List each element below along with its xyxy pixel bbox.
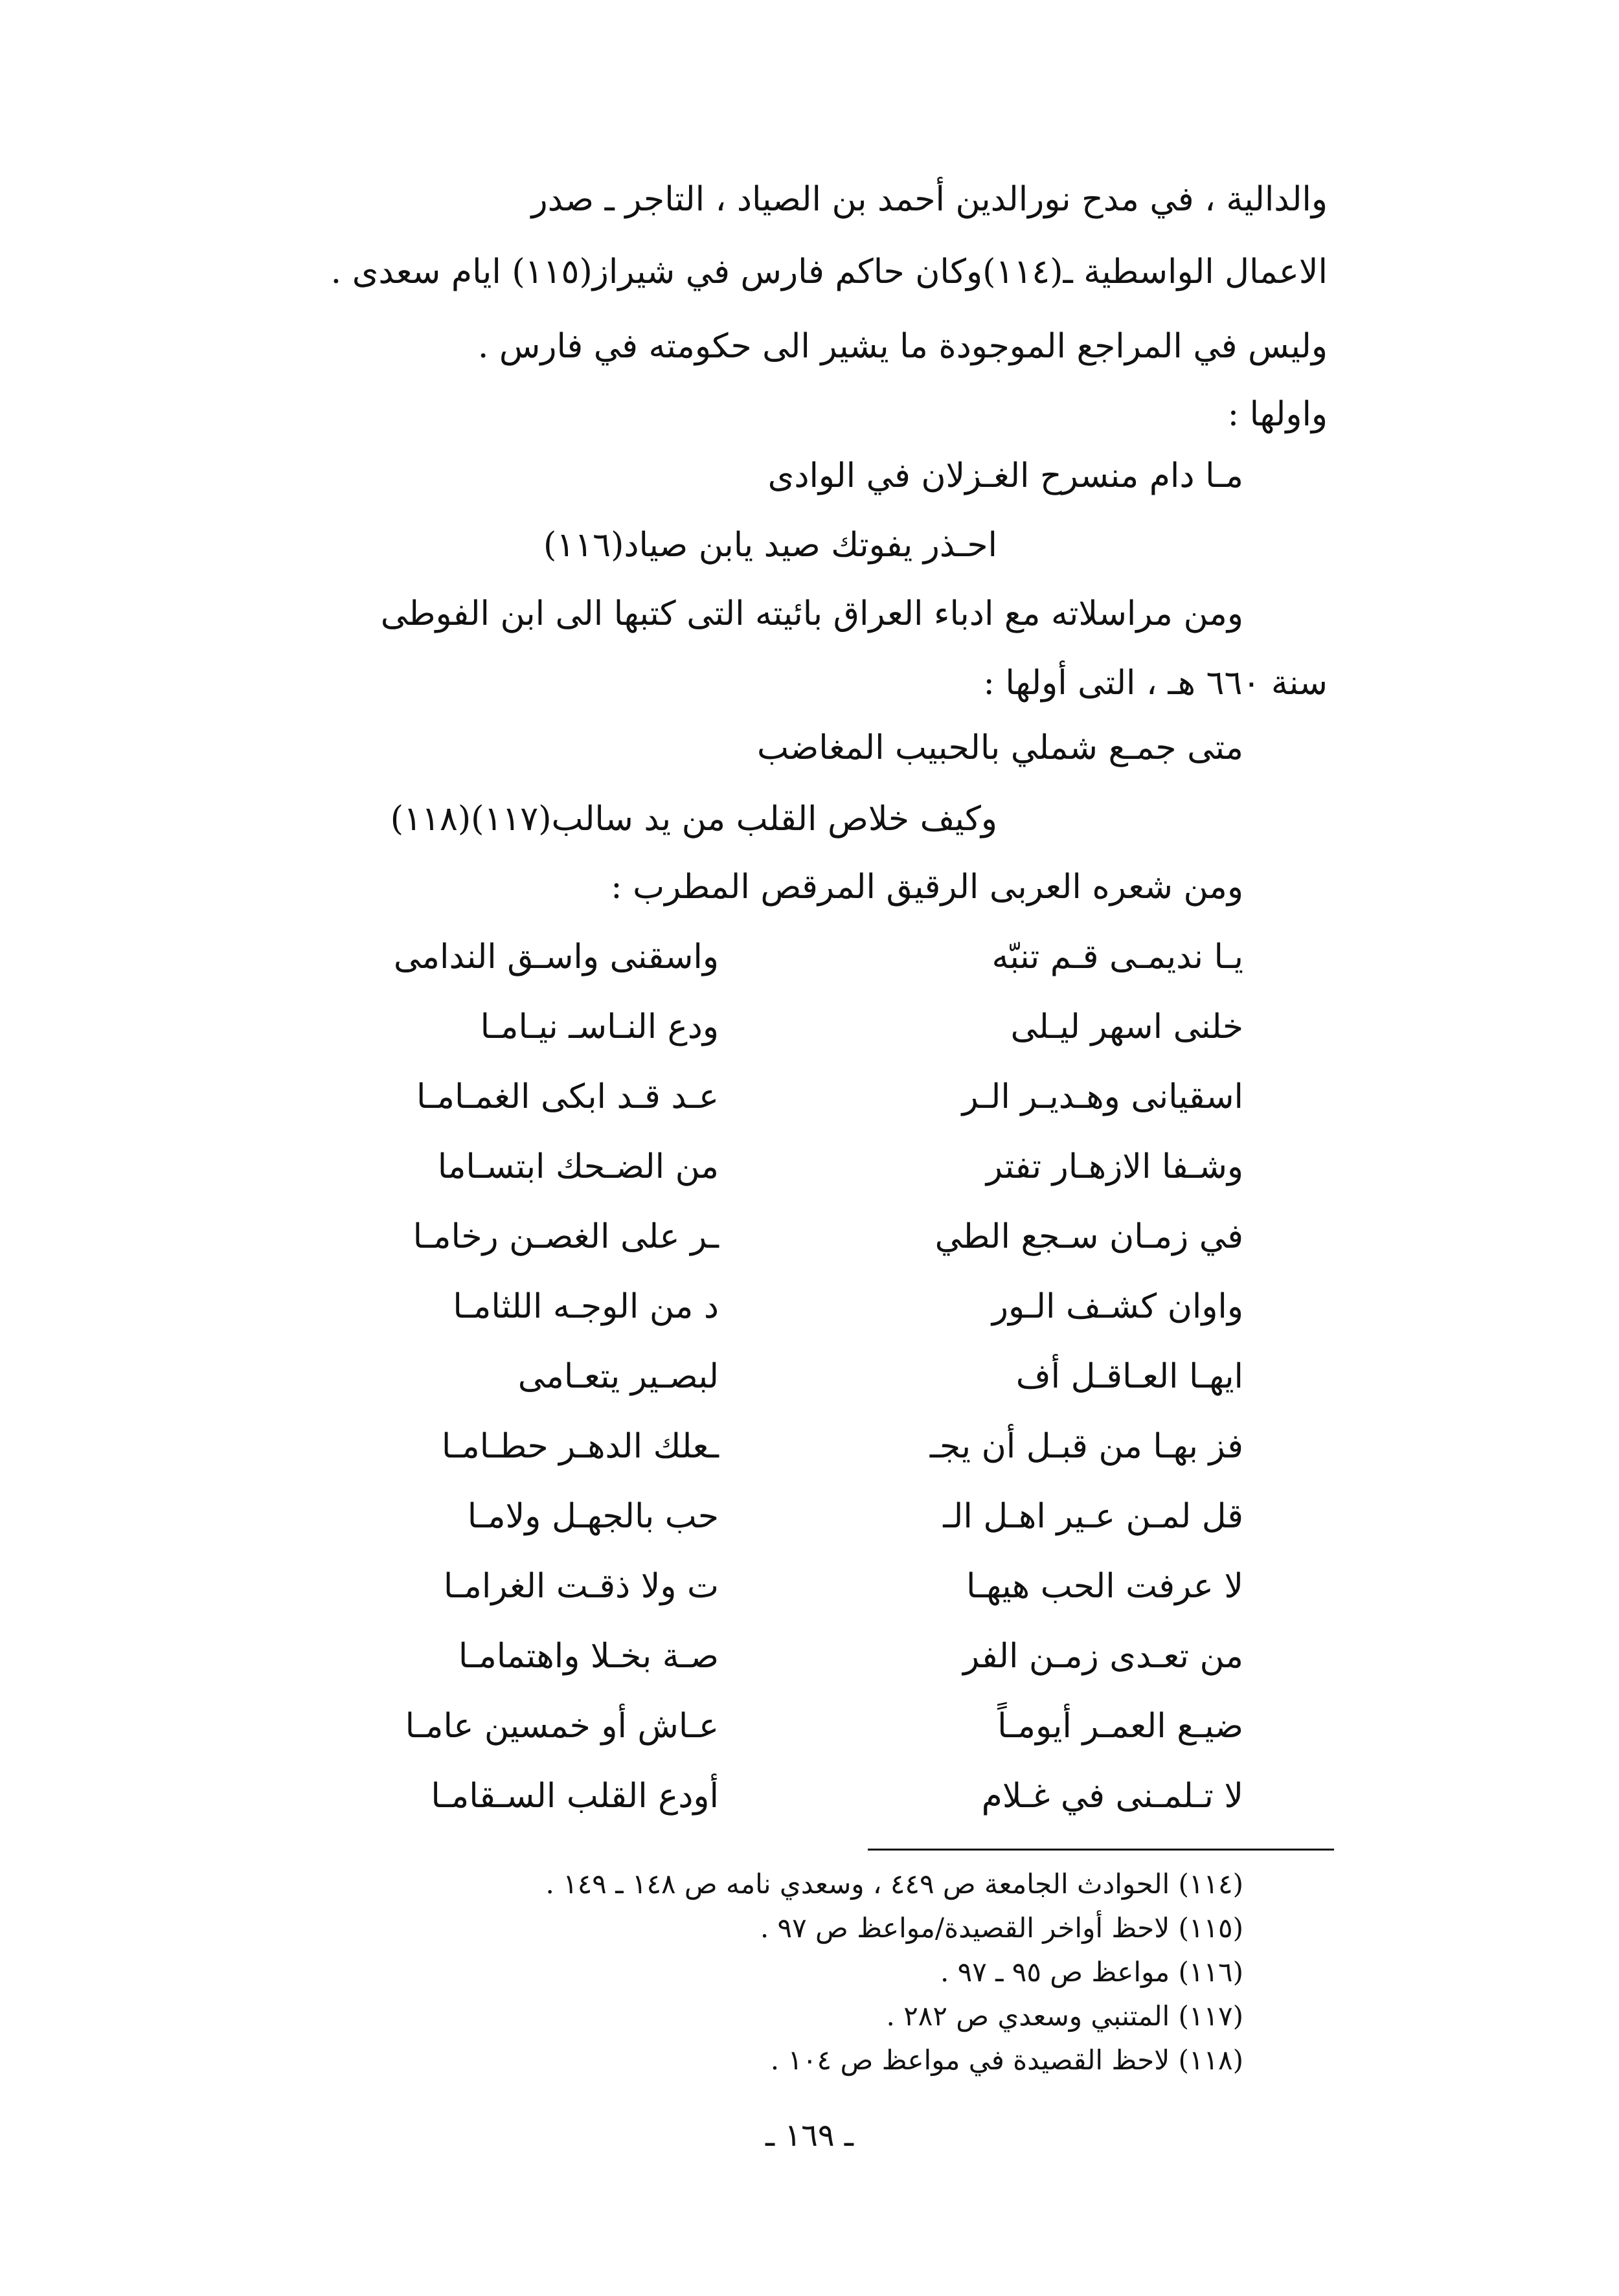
mid-line-1: ومن مراسلاته مع ادباء العراق بائيته التى كتبها الى ابن الفوطى bbox=[380, 594, 1243, 633]
poem-right-hemistich: لا تـلمـنى في غـلام bbox=[981, 1777, 1243, 1816]
poem-right-hemistich: قل لمـن عـير اهـل الـ bbox=[943, 1497, 1243, 1536]
poem-left-hemistich: صـة بخـلا واهتمامـا bbox=[458, 1637, 719, 1676]
verse2-first-hemistich: متى جمـع شملي بالحبيب المغاضب bbox=[757, 728, 1243, 767]
poem-right-hemistich: فز بهـا من قبـل أن يجـ bbox=[929, 1427, 1243, 1466]
poem-left-hemistich: ودع النـاسـ نيـامـا bbox=[480, 1007, 719, 1046]
poem-left-hemistich: أودع القلب السـقامـا bbox=[431, 1777, 719, 1816]
poem-right-hemistich: يـا نديمـى قـم تنبّه bbox=[991, 938, 1243, 976]
poem-left-hemistich: ـعلك الدهـر حطـامـا bbox=[441, 1427, 719, 1466]
page-number: ـ ١٦٩ ـ bbox=[765, 2117, 854, 2154]
footnote: (١١٨) لاحظ القصيدة في مواعظ ص ١٠٤ . bbox=[770, 2044, 1243, 2076]
poem-left-hemistich: ت ولا ذقـت الغرامـا bbox=[443, 1567, 719, 1606]
poem-right-hemistich: واوان كشـف الـور bbox=[991, 1287, 1243, 1326]
poem-intro: ومن شعره العربى الرقيق المرقص المطرب : bbox=[611, 868, 1243, 906]
poem-left-hemistich: حب بالجهـل ولامـا bbox=[467, 1497, 719, 1536]
poem-right-hemistich: ايهـا العـاقـل أف bbox=[1015, 1357, 1243, 1396]
footnote: (١١٦) مواعظ ص ٩٥ ـ ٩٧ . bbox=[940, 1956, 1243, 1988]
poem-left-hemistich: من الضـحك ابتسـاما bbox=[437, 1147, 719, 1186]
mid-line-2: سنة ٦٦٠ هـ ، التى أولها : bbox=[983, 664, 1328, 703]
poem-right-hemistich: اسقيانى وهـديـر الـر bbox=[962, 1077, 1243, 1116]
poem-right-hemistich: ضيـع العمـر أيومـاً bbox=[997, 1707, 1243, 1746]
poem-left-hemistich: واسقنى واسـق الندامى bbox=[393, 938, 719, 976]
footnote: (١١٤) الحوادث الجامعة ص ٤٤٩ ، وسعدي نامه ص ١٤٨ ـ ١٤٩ . bbox=[545, 1868, 1243, 1900]
verse1-second-hemistich: احـذر يفوتك صيد يابن صياد(١١٦) bbox=[543, 526, 997, 565]
intro-line-3: وليس في المراجع الموجودة ما يشير الى حكومته في فارس . bbox=[477, 327, 1328, 366]
poem-right-hemistich: خلنى اسهر ليـلى bbox=[1010, 1007, 1243, 1046]
poem-right-hemistich: في زمـان سـجع الطي bbox=[934, 1217, 1243, 1256]
poem-right-hemistich: من تعـدى زمـن الفر bbox=[963, 1637, 1243, 1676]
poem-right-hemistich: لا عرفت الحب هيهـا bbox=[966, 1567, 1243, 1606]
intro-line-1: والدالية ، في مدح نورالدين أحمد بن الصياد ، التاجر ـ صدر bbox=[531, 180, 1328, 219]
poem-left-hemistich: ـر على الغصـن رخامـا bbox=[413, 1217, 719, 1256]
poem-left-hemistich: لبصـير يتعـامى bbox=[517, 1357, 719, 1396]
intro-line-2: الاعمال الواسطية ـ(١١٤)وكان حاكم فارس في شيراز(١١٥) ايام سعدى . bbox=[330, 253, 1328, 291]
poem-left-hemistich: عـاش أو خمسين عامـا bbox=[405, 1707, 719, 1746]
footnote: (١١٥) لاحظ أواخر القصيدة/مواعظ ص ٩٧ . bbox=[760, 1912, 1243, 1944]
footnote-divider bbox=[868, 1849, 1334, 1851]
verse2-second-hemistich: وكيف خلاص القلب من يد سالب(١١٧)(١١٨) bbox=[390, 800, 997, 838]
intro-line-4: واولها : bbox=[1227, 395, 1328, 434]
verse1-first-hemistich: مـا دام منسرح الغـزلان في الوادى bbox=[767, 456, 1243, 495]
poem-right-hemistich: وشـفا الازهـار تفتر bbox=[986, 1147, 1243, 1186]
poem-left-hemistich: عـد قـد ابكى الغمـامـا bbox=[416, 1077, 719, 1116]
poem-left-hemistich: د من الوجـه اللثامـا bbox=[453, 1287, 719, 1326]
footnote: (١١٧) المتنبي وسعدي ص ٢٨٢ . bbox=[886, 2000, 1243, 2032]
